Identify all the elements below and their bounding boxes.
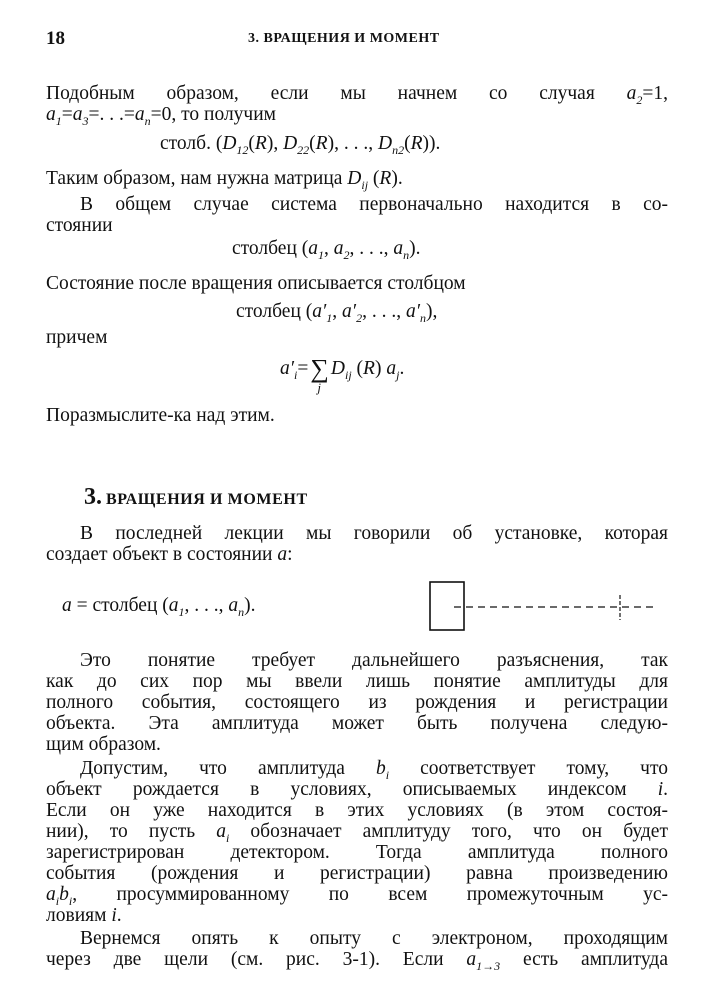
text-run: зарегистрирован детектором. Тогда амплитуда полного xyxy=(46,842,668,863)
math-subscript: 1 xyxy=(318,247,325,262)
text-line xyxy=(46,713,668,735)
text-run: , . . ., xyxy=(349,238,394,259)
text-line xyxy=(46,273,466,295)
math-symbol: a′ xyxy=(280,358,295,379)
math-symbol: D xyxy=(222,133,237,154)
math-symbol: a xyxy=(62,595,72,616)
text-run: , xyxy=(332,301,343,322)
text-run: ). xyxy=(409,238,421,259)
text-run: ( xyxy=(351,358,364,379)
text-run: объект рождается в условиях, описываемых индексом xyxy=(46,779,658,800)
text-run: обозначает амплитуду того, что он будет xyxy=(229,821,668,842)
math-subscript: 12 xyxy=(236,142,249,157)
math-symbol: i xyxy=(657,779,664,800)
text-run: = xyxy=(61,104,73,125)
text-run: Таким образом, нам нужна матрица xyxy=(46,168,348,189)
math-symbol: a xyxy=(168,595,179,616)
math-symbol: a′ xyxy=(342,301,357,322)
text-run: . xyxy=(663,779,668,800)
text-line xyxy=(46,905,122,927)
math-symbol: a xyxy=(46,884,56,905)
text-run: столб. ( xyxy=(160,133,223,154)
text-run: Вернемся опять к опыту с электроном, проходящим xyxy=(80,928,668,949)
source-box xyxy=(430,582,464,630)
math-symbol: b xyxy=(375,758,386,779)
math-subscript: 2 xyxy=(636,92,643,107)
text-line xyxy=(160,133,440,155)
text-run: Если он уже находится в этих условиях (в этом состоя- xyxy=(46,800,668,821)
text-run: Поразмыслите-ка над этим. xyxy=(46,405,275,426)
text-line xyxy=(46,83,668,105)
math-symbol: R xyxy=(379,168,392,189)
text-run: ) xyxy=(374,358,387,379)
text-line xyxy=(46,692,668,714)
text-run: В общем случае система первоначально находится в со- xyxy=(80,194,668,215)
text-line xyxy=(46,168,403,190)
text-line xyxy=(80,523,668,545)
math-symbol: R xyxy=(363,358,375,379)
text-line xyxy=(46,405,275,427)
text-line xyxy=(80,928,668,950)
text-line xyxy=(46,671,668,693)
text-run: Состояние после вращения описывается столбцом xyxy=(46,273,466,294)
text-run: полного события, состоящего из рождения и регистрации xyxy=(46,692,668,713)
text-run: = столбец ( xyxy=(71,595,169,616)
section-heading xyxy=(84,484,308,511)
text-run: создает объект в состоянии xyxy=(46,544,278,565)
text-line xyxy=(46,821,668,843)
math-subscript: i xyxy=(385,767,390,782)
text-run: )). xyxy=(422,133,441,154)
text-run: : xyxy=(287,544,293,565)
text-run: причем xyxy=(46,327,108,348)
text-run: ), . . ., xyxy=(327,133,378,154)
math-subscript: 22 xyxy=(297,142,310,157)
math-symbol: b xyxy=(59,884,69,905)
math-subscript: i xyxy=(225,830,230,845)
math-symbol: a xyxy=(277,544,288,565)
math-subscript: 1 xyxy=(326,310,333,325)
text-run: ( xyxy=(248,133,255,154)
text-run: =0, то получим xyxy=(150,104,277,125)
text-line xyxy=(80,758,668,780)
math-subscript: i xyxy=(68,893,73,908)
text-run: , xyxy=(324,238,334,259)
text-line xyxy=(236,301,437,323)
math-symbol: D xyxy=(283,133,298,154)
math-symbol: D xyxy=(347,168,362,189)
text-run: объекта. Эта амплитуда может быть получена следую- xyxy=(46,713,668,734)
text-run: ( xyxy=(404,133,411,154)
text-run: Подобным образом, если мы начнем со случая xyxy=(46,83,627,104)
math-subscript: ij xyxy=(345,367,352,382)
math-subscript: 2 xyxy=(356,310,363,325)
text-run: ( xyxy=(368,168,380,189)
text-run: нии), то пусть xyxy=(46,821,217,842)
section-number: 3. xyxy=(84,484,102,510)
text-run: события (рождения и регистрации) равна произведению xyxy=(46,863,668,884)
text-run: , . . ., xyxy=(184,595,229,616)
math-symbol: R xyxy=(254,133,267,154)
text-run: столбец ( xyxy=(232,238,309,259)
math-symbol: a xyxy=(46,104,56,125)
text-run: ), xyxy=(266,133,284,154)
text-run: щим образом. xyxy=(46,734,161,755)
text-run: как до сих пор мы ввели лишь понятие амплитуды для xyxy=(46,671,668,692)
text-run: , просуммированному по всем промежуточным ус- xyxy=(72,884,668,905)
math-symbol: i xyxy=(111,905,117,926)
text-line xyxy=(46,842,668,864)
text-line xyxy=(46,215,113,237)
math-symbol: a xyxy=(393,238,404,259)
math-subscript: i xyxy=(55,893,60,908)
text-run: есть амплитуда xyxy=(500,949,668,970)
text-run: через две щели (см. рис. 3-1). Если xyxy=(46,949,467,970)
math-symbol: R xyxy=(410,133,423,154)
text-run: Это понятие требует дальнейшего разъяснения, так xyxy=(80,650,668,671)
math-symbol: a xyxy=(308,238,319,259)
math-symbol: a xyxy=(333,238,344,259)
text-line xyxy=(280,354,405,395)
text-run: столбец ( xyxy=(236,301,313,322)
text-run: ). xyxy=(391,168,403,189)
math-symbol: a xyxy=(386,358,397,379)
text-run: ловиям xyxy=(46,905,112,926)
text-line xyxy=(80,650,668,672)
math-subscript: n xyxy=(238,604,245,619)
text-line xyxy=(46,884,668,906)
math-subscript: n2 xyxy=(392,142,405,157)
summation-sign: ∑ j xyxy=(310,354,329,395)
math-subscript: 3 xyxy=(82,113,89,128)
text-run: Допустим, что амплитуда xyxy=(80,758,376,779)
text-run: = xyxy=(297,358,309,379)
math-subscript: n xyxy=(403,247,410,262)
text-run: . xyxy=(399,358,405,379)
section-title: ВРАЩЕНИЯ И МОМЕНТ xyxy=(106,491,308,508)
math-subscript: n xyxy=(144,113,151,128)
math-symbol: a xyxy=(134,104,145,125)
math-symbol: R xyxy=(315,133,328,154)
math-subscript: n xyxy=(419,310,426,325)
text-run: стоянии xyxy=(46,215,113,236)
text-run: =. . .= xyxy=(88,104,135,125)
math-subscript: ij xyxy=(361,177,369,192)
text-run: В последней лекции мы говорили об установке, которая xyxy=(80,523,668,544)
page-number: 18 xyxy=(46,28,65,49)
text-line xyxy=(232,238,421,260)
math-symbol: a xyxy=(216,821,226,842)
math-symbol: D xyxy=(377,133,393,154)
text-line xyxy=(46,734,161,756)
apparatus-diagram xyxy=(425,578,665,638)
math-symbol: D xyxy=(330,358,345,379)
math-subscript: 1 xyxy=(55,113,62,128)
math-symbol: a′ xyxy=(405,301,420,322)
math-symbol: a xyxy=(466,949,477,970)
text-line xyxy=(46,800,668,822)
text-line xyxy=(46,327,107,349)
math-symbol: a xyxy=(72,104,83,125)
text-line xyxy=(46,544,293,566)
math-subscript: 2 xyxy=(343,247,350,262)
text-line xyxy=(80,194,668,216)
math-symbol: a′ xyxy=(312,301,327,322)
math-subscript: i xyxy=(294,367,298,382)
text-run: соответствует тому, что xyxy=(389,758,668,779)
running-header: 3. ВРАЩЕНИЯ И МОМЕНТ xyxy=(248,31,440,46)
math-subscript: j xyxy=(396,367,400,382)
text-run: =1, xyxy=(642,83,668,104)
text-run: ( xyxy=(309,133,316,154)
text-run: . xyxy=(116,905,122,926)
text-line xyxy=(62,595,256,617)
math-symbol: a xyxy=(626,83,637,104)
text-line xyxy=(46,779,668,801)
text-run: , . . ., xyxy=(362,301,406,322)
sigma-glyph: ∑ xyxy=(310,354,329,383)
text-line xyxy=(46,104,276,126)
text-line xyxy=(46,863,668,885)
math-subscript: 1→3 xyxy=(476,958,501,973)
text-run: ). xyxy=(244,595,256,616)
text-line xyxy=(46,949,668,971)
math-symbol: a xyxy=(228,595,239,616)
text-run: ), xyxy=(425,301,438,322)
math-subscript: 1 xyxy=(178,604,185,619)
